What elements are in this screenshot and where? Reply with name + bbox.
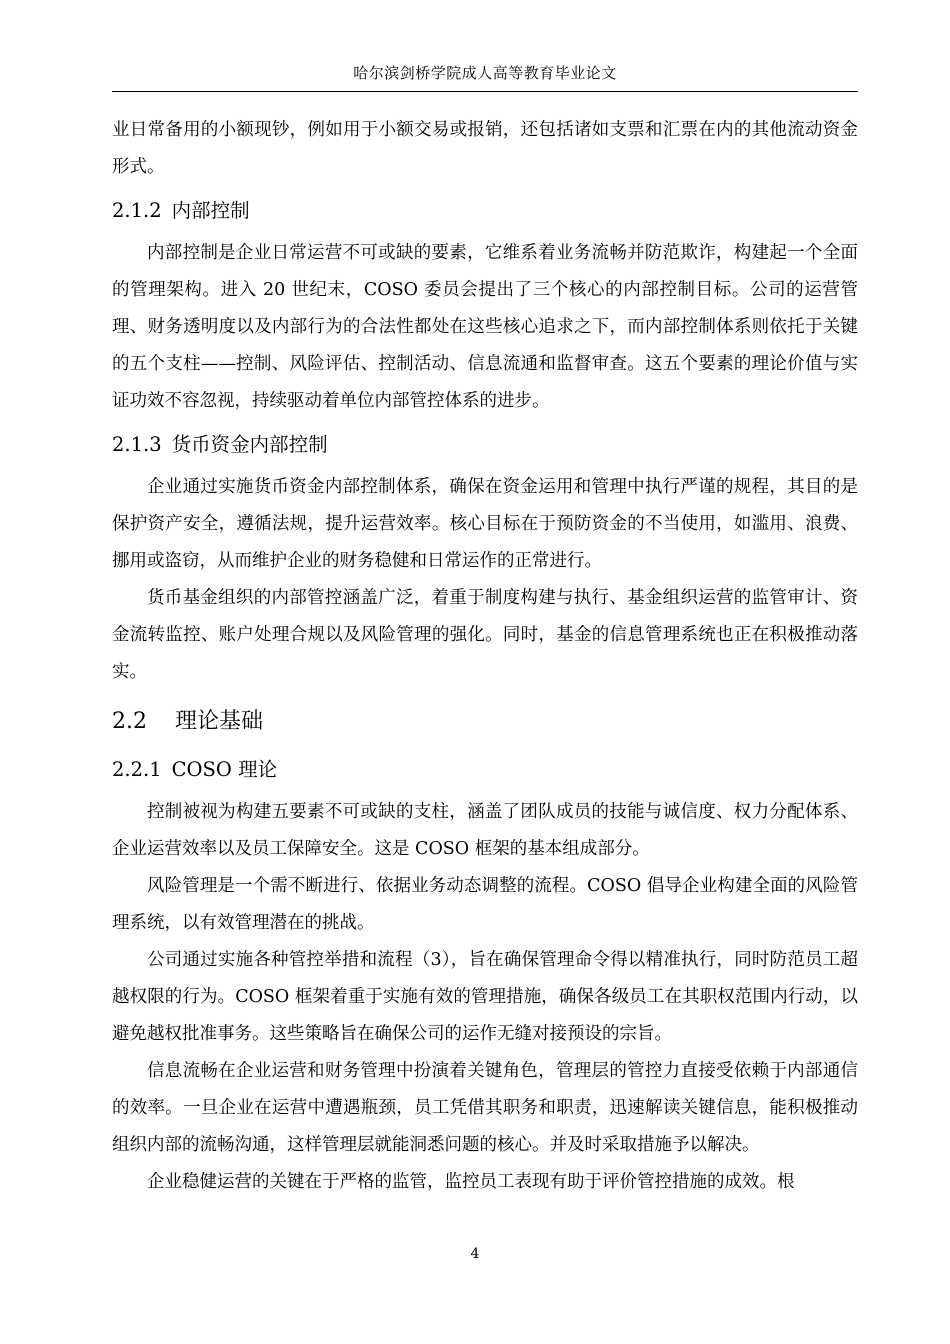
paragraph: 内部控制是企业日常运营不可或缺的要素，它维系着业务流畅并防范欺诈，构建起一个全面的管理架构。进入 20 世纪末，COSO 委员会提出了三个核心的内部控制目标。公司的运营管理、财务透明度以及内部行为的合法性都处在这些核心追求之下，而内部控制体系则依托于关键的五个支柱——控制、风险评估、控制活动、信息流通和监督审查。这五个要素的理论价值与实证功效不容忽视，持续驱动着单位内部管控体系的进步。 (112, 243, 858, 411)
paragraph: 货币基金组织的内部管控涵盖广泛，着重于制度构建与执行、基金组织运营的监管审计、资金流转监控、账户处理合规以及风险管理的强化。同时，基金的信息管理系统也正在积极推动落实。 (112, 588, 858, 682)
paragraph: 信息流畅在企业运营和财务管理中扮演着关键角色，管理层的管控力直接受依赖于内部通信的效率。一旦企业在运营中遭遇瓶颈，员工凭借其职务和职责，迅速解读关键信息，能积极推动组织内部的流畅沟通，这样管理层就能洞悉问题的核心。并及时采取措施予以解决。 (112, 1061, 858, 1155)
section-heading-2-2-1 (112, 750, 858, 790)
section-heading-2-1-3 (112, 425, 858, 465)
paragraph: 企业通过实施货币资金内部控制体系，确保在资金运用和管理中执行严谨的规程，其目的是保护资产安全，遵循法规，提升运营效率。核心目标在于预防资金的不当使用，如滥用、浪费、挪用或盗窃，从而维护企业的财务稳健和日常运作的正常进行。 (112, 477, 858, 571)
paragraph: 业日常备用的小额现钞，例如用于小额交易或报销，还包括诸如支票和汇票在内的其他流动资金形式。 (112, 120, 858, 177)
section-title: 货币资金内部控制 (171, 433, 328, 456)
paragraph: 风险管理是一个需不断进行、依据业务动态调整的流程。COSO 倡导企业构建全面的风险管理系统，以有效管理潜在的挑战。 (112, 876, 858, 933)
section-heading-2-1-2 (112, 191, 858, 231)
page-header: 哈尔滨剑桥学院成人高等教育毕业论文 (112, 62, 858, 92)
section-title: COSO 理论 (171, 758, 278, 781)
section-number: 2.1.2 (112, 199, 162, 222)
section-number: 2.2.1 (112, 758, 162, 781)
paragraph: 公司通过实施各种管控举措和流程（3），旨在确保管理命令得以精准执行，同时防范员工超越权限的行为。COSO 框架着重于实施有效的管理措施，确保各级员工在其职权范围内行动，以避免越权批准事务。这些策略旨在确保公司的运作无缝对接预设的宗旨。 (112, 950, 858, 1044)
section-number: 2.2 (112, 709, 147, 734)
paper-body (112, 112, 858, 1201)
section-heading-2-2 (112, 699, 858, 745)
paragraph: 企业稳健运营的关键在于严格的监管，监控员工表现有助于评价管控措施的成效。根 (147, 1172, 795, 1192)
section-title: 理论基础 (175, 709, 264, 734)
paragraph: 控制被视为构建五要素不可或缺的支柱，涵盖了团队成员的技能与诚信度、权力分配体系、企业运营效率以及员工保障安全。这是 COSO 框架的基本组成部分。 (112, 802, 858, 859)
section-title: 内部控制 (171, 199, 250, 222)
page-number: 4 (470, 1246, 480, 1262)
section-number: 2.1.3 (112, 433, 162, 456)
